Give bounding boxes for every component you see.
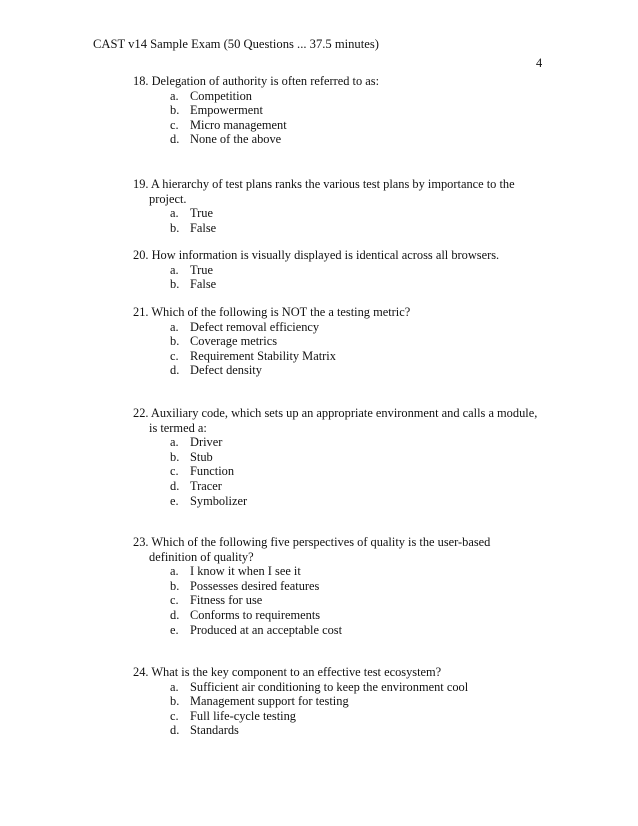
answer-option	[133, 564, 553, 579]
answer-option	[133, 593, 553, 608]
option-text: Produced at an acceptable cost	[190, 622, 343, 637]
answer-option	[133, 89, 553, 104]
question-20	[133, 248, 553, 292]
option-text: None of the above	[190, 132, 282, 147]
option-letter: c.	[170, 708, 179, 723]
option-text: Stub	[190, 449, 213, 464]
question-24	[133, 665, 553, 738]
option-letter: d.	[170, 363, 180, 378]
answer-option	[133, 709, 553, 724]
answer-option	[133, 723, 553, 738]
option-text: Standards	[190, 723, 239, 738]
answer-option	[133, 479, 553, 494]
answer-option	[133, 435, 553, 450]
option-text: Function	[190, 464, 235, 479]
option-letter: d.	[170, 478, 180, 493]
option-letter: a.	[170, 679, 179, 694]
option-letter: c.	[170, 348, 179, 363]
option-letter: d.	[170, 723, 180, 738]
option-text: Sufficient air conditioning to keep the environment cool	[190, 679, 469, 694]
answer-option	[133, 206, 553, 221]
option-text: Driver	[190, 435, 223, 450]
answer-option	[133, 320, 553, 335]
page-number: 4	[536, 56, 543, 70]
answer-option	[133, 579, 553, 594]
option-letter: b.	[170, 449, 180, 464]
answer-option	[133, 349, 553, 364]
option-text: True	[190, 206, 213, 221]
option-letter: c.	[170, 117, 179, 132]
question-text: 21. Which of the following is NOT the a testing metric?	[133, 305, 411, 319]
option-text: False	[190, 277, 217, 292]
answer-option	[133, 103, 553, 118]
option-text: Fitness for use	[190, 593, 263, 608]
answer-option	[133, 694, 553, 709]
option-text: Possesses desired features	[190, 578, 320, 593]
option-text: Requirement Stability Matrix	[190, 348, 336, 363]
option-text: Conforms to requirements	[190, 607, 321, 622]
question-text-continued: is termed a:	[149, 420, 207, 435]
option-letter: a.	[170, 88, 179, 103]
option-letter: b.	[170, 220, 180, 235]
question-23	[133, 535, 553, 637]
answer-option	[133, 132, 553, 147]
option-text: False	[190, 220, 217, 235]
page-header-title: CAST v14 Sample Exam (50 Questions ... 37.5 minutes)	[93, 37, 379, 51]
option-text: Defect density	[190, 363, 262, 378]
answer-option	[133, 118, 553, 133]
option-text: Competition	[190, 88, 252, 103]
question-text-continued: project.	[149, 191, 187, 206]
option-letter: c.	[170, 593, 179, 608]
option-letter: d.	[170, 607, 180, 622]
option-letter: a.	[170, 564, 179, 579]
answer-option	[133, 277, 553, 292]
question-text: 23. Which of the following five perspectives of quality is the user-based	[133, 535, 491, 549]
option-text: Empowerment	[190, 103, 263, 118]
option-text: I know it when I see it	[190, 564, 301, 579]
option-text: Full life-cycle testing	[190, 708, 296, 723]
option-letter: b.	[170, 103, 180, 118]
question-22	[133, 406, 553, 508]
question-19	[133, 177, 553, 235]
option-text: Tracer	[190, 478, 222, 493]
question-18	[133, 74, 553, 147]
option-text: Defect removal efficiency	[190, 319, 320, 334]
question-text: 22. Auxiliary code, which sets up an appropriate environment and calls a module,	[133, 406, 538, 420]
answer-option	[133, 464, 553, 479]
answer-option	[133, 363, 553, 378]
option-text: Management support for testing	[190, 694, 349, 709]
option-letter: b.	[170, 694, 180, 709]
answer-option	[133, 334, 553, 349]
option-letter: e.	[170, 493, 179, 508]
option-text: True	[190, 262, 213, 277]
question-text-continued: definition of quality?	[149, 549, 254, 564]
option-text: Micro management	[190, 117, 287, 132]
answer-option	[133, 221, 553, 236]
answer-option	[133, 680, 553, 695]
question-text: 19. A hierarchy of test plans ranks the various test plans by importance to the	[133, 177, 515, 191]
option-letter: d.	[170, 132, 180, 147]
question-text: 20. How information is visually displayed is identical across all browsers.	[133, 248, 500, 262]
option-letter: b.	[170, 578, 180, 593]
option-letter: b.	[170, 277, 180, 292]
answer-option	[133, 623, 553, 638]
option-text: Symbolizer	[190, 493, 248, 508]
answer-option	[133, 263, 553, 278]
option-letter: a.	[170, 206, 179, 221]
option-letter: a.	[170, 319, 179, 334]
answer-option	[133, 450, 553, 465]
option-text: Coverage metrics	[190, 334, 278, 349]
option-letter: a.	[170, 435, 179, 450]
answer-option	[133, 494, 553, 509]
option-letter: b.	[170, 334, 180, 349]
option-letter: a.	[170, 262, 179, 277]
option-letter: e.	[170, 622, 179, 637]
answer-option	[133, 608, 553, 623]
question-21	[133, 305, 553, 378]
option-letter: c.	[170, 464, 179, 479]
question-text: 18. Delegation of authority is often referred to as:	[133, 74, 380, 88]
question-text: 24. What is the key component to an effective test ecosystem?	[133, 665, 442, 679]
